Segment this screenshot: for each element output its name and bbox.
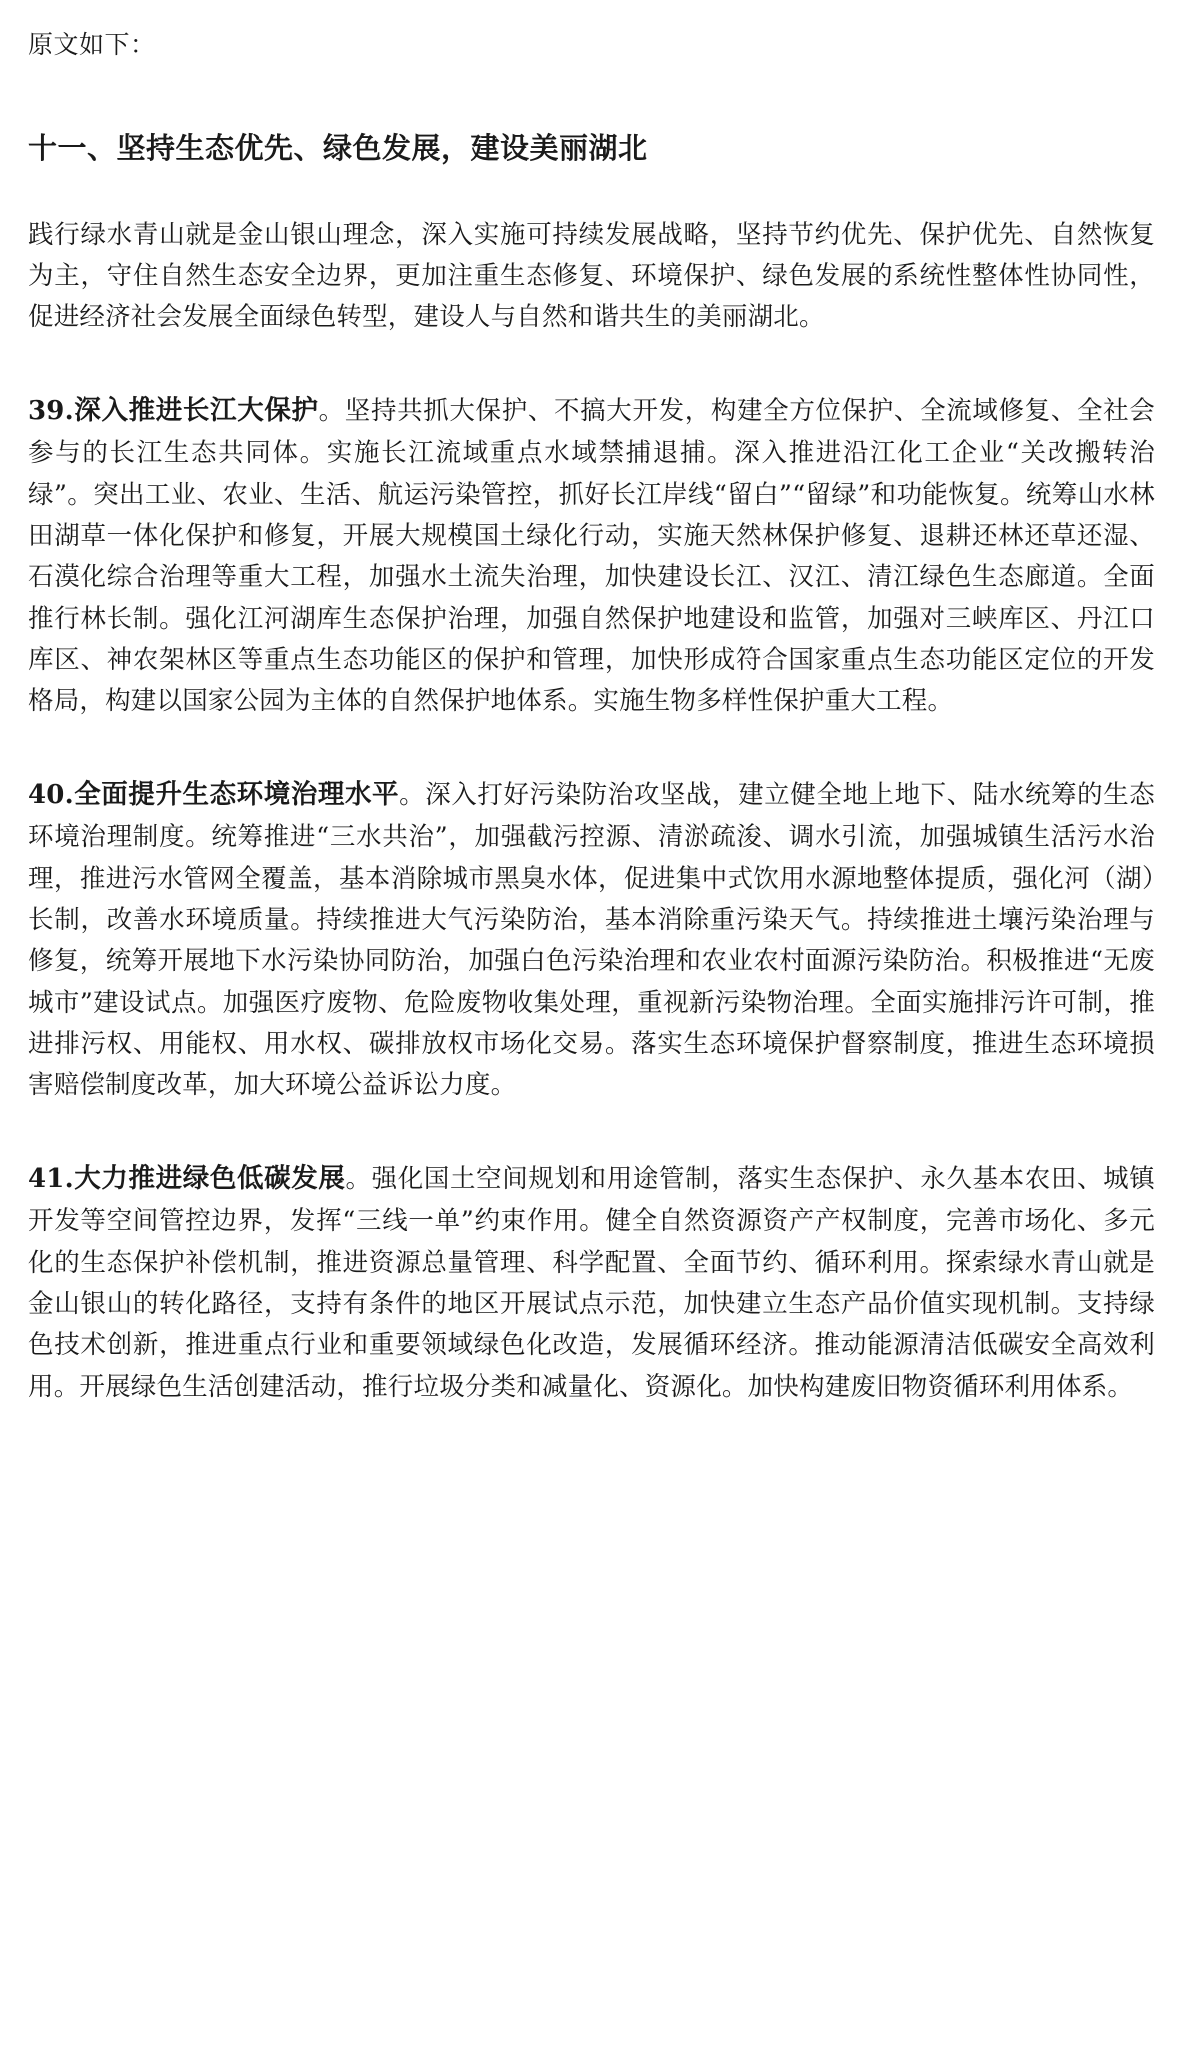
- item-number: 39.: [28, 396, 74, 427]
- numbered-item: [28, 390, 1155, 722]
- item-heading: 深入推进长江大保护: [73, 395, 319, 427]
- item-body: 。强化国土空间规划和用途管制，落实生态保护、永久基本农田、城镇开发等空间管控边界，发挥“三线一单”约束作用。健全自然资源资产产权制度，完善市场化、多元化的生态保护补偿机制，推进资源总量管理、科学配置、全面节约、循环利用。探索绿水青山就是金山银山的转化路径，支持有条件的地区开展试点示范，加快建立生态产品价值实现机制。支持绿色技术创新，推进重点行业和重要领域绿色化改造，发展循环经济。推动能源清洁低碳安全高效利用。开展绿色生活创建活动，推行垃圾分类和减量化、资源化。加快构建废旧物资循环利用体系。: [28, 1164, 1156, 1402]
- item-heading: 全面提升生态环境治理水平: [73, 779, 400, 811]
- item-paragraph: [28, 1158, 1155, 1407]
- section-title: 十一、坚持生态优先、绿色发展，建设美丽湖北: [28, 130, 648, 165]
- item-heading: 大力推进绿色低碳发展: [73, 1163, 346, 1195]
- item-number: 41.: [28, 1164, 74, 1195]
- item-body: 。深入打好污染防治攻坚战，建立健全地上地下、陆水统筹的生态环境治理制度。统筹推进“三水共治”，加强截污控源、清淤疏浚、调水引流，加强城镇生活污水治理，推进污水管网全覆盖，基本消除城市黑臭水体，促进集中式饮用水源地整体提质，强化河（湖）长制，改善水环境质量。持续推进大气污染防治，基本消除重污染天气。持续推进土壤污染治理与修复，统筹开展地下水污染协同防治，加强白色污染治理和农业农村面源污染防治。积极推进“无废城市”建设试点。加强医疗废物、危险废物收集处理，重视新污染物治理。全面实施排污许可制，推进排污权、用能权、用水权、碳排放权市场化交易。落实生态环境保护督察制度，推进生态环境损害赔偿制度改革，加大环境公益诉讼力度。: [28, 780, 1155, 1101]
- lead-paragraph: 践行绿水青山就是金山银山理念，深入实施可持续发展战略，坚持节约优先、保护优先、自然恢复为主，守住自然生态安全边界，更加注重生态修复、环境保护、绿色发展的系统性整体性协同性，促进经济社会发展全面绿色转型，建设人与自然和谐共生的美丽湖北。: [28, 219, 1155, 333]
- intro-line: 原文如下：: [28, 30, 156, 59]
- item-number: 40.: [28, 780, 74, 811]
- numbered-item: [28, 1158, 1155, 1407]
- item-body: 。坚持共抓大保护、不搞大开发，构建全方位保护、全流域修复、全社会参与的长江生态共同体。实施长江流域重点水域禁捕退捕。深入推进沿江化工企业“关改搬转治绿”。突出工业、农业、生活、航运污染管控，抓好长江岸线“留白”“留绿”和功能恢复。统筹山水林田湖草一体化保护和修复，开展大规模国土绿化行动，实施天然林保护修复、退耕还林还草还湿、石漠化综合治理等重大工程，加强水土流失治理，加快建设长江、汉江、清江绿色生态廊道。全面推行林长制。强化江河湖库生态保护治理，加强自然保护地建设和监管，加强对三峡库区、丹江口库区、神农架林区等重点生态功能区的保护和管理，加快形成符合国家重点生态功能区定位的开发格局，构建以国家公园为主体的自然保护地体系。实施生物多样性保护重大工程。: [28, 396, 1155, 717]
- item-paragraph: [28, 390, 1155, 722]
- numbered-item: [28, 774, 1155, 1106]
- item-paragraph: [28, 774, 1155, 1106]
